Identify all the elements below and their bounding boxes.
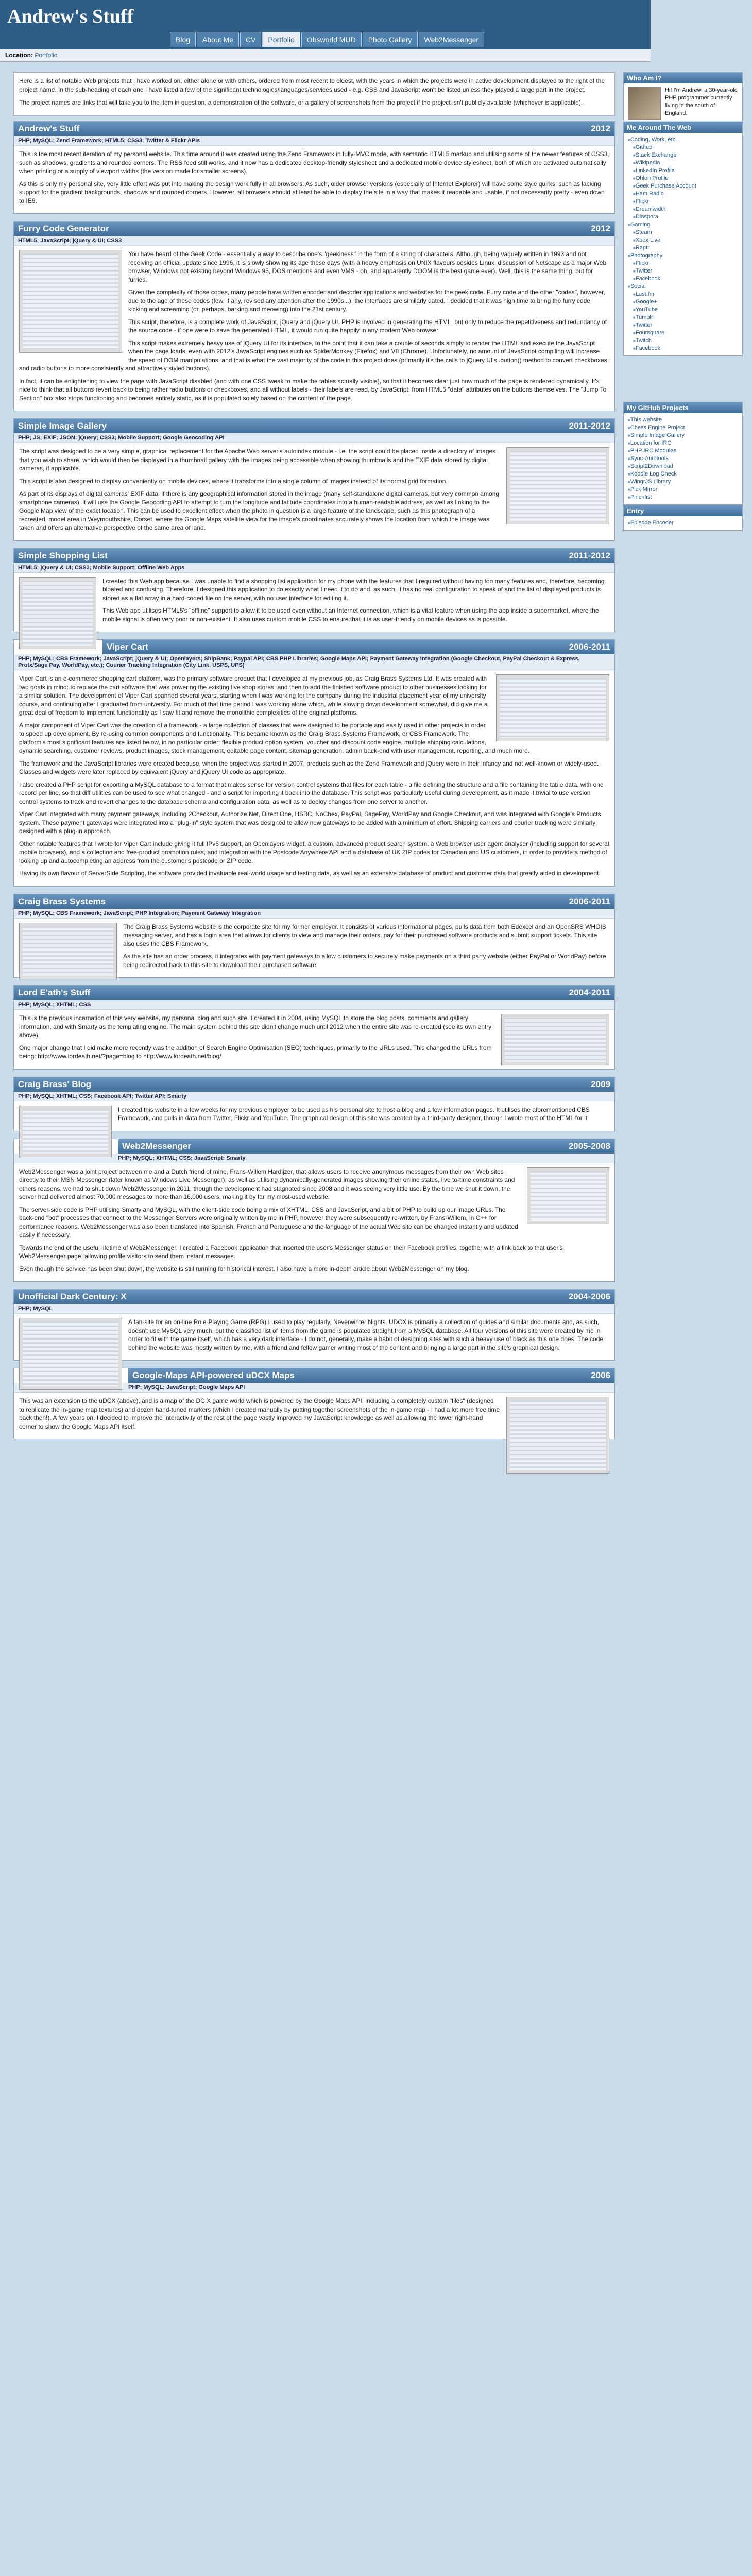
project-paragraph: The Craig Brass Systems website is the corporate site for my former employer. It consists of various informational pages, pulls data from both Edexcel and an OpenSRS WHOIS messaging server, and has a login area that allows for clients to view and manage their orders, pay for their purchased software products and submit support tickets. This site also uses the CBS Framework. xyxy=(123,923,606,947)
project-screenshot[interactable] xyxy=(19,1106,112,1157)
sidebar-link[interactable]: ■ Diaspora xyxy=(628,213,738,221)
project-header xyxy=(14,1290,614,1304)
sidebar-group-label: ■ Social xyxy=(628,283,738,291)
entry-link[interactable]: ■ Episode Encoder xyxy=(628,519,738,527)
github-projects-title: My GitHub Projects xyxy=(624,402,742,413)
project-screenshot[interactable] xyxy=(506,447,609,524)
github-project-link[interactable]: ■ Script2Download xyxy=(628,463,738,470)
sidebar-link[interactable]: ■ Stack Exchange xyxy=(628,151,738,159)
project-tags: PHP; MySQL; XHTML; CSS xyxy=(14,1000,614,1010)
nav-tab-obsworld-mud[interactable]: Obsworld MUD xyxy=(301,32,362,47)
project-paragraph: A fan-site for an on-line Role-Playing Game (RPG) I used to play regularly, Neverwinter Nights. UDCX is primarily a collection of guides and similar documents and, as such, doesn't use MySQL very much, but the classified list of items from the game is populated straight from a MySQL database. All four versions of this site were created by me in order to fit with the game itself, which has a very dark interface - I do not, generally, make a habit of designing sites with such a heavy use of black as this one does. The code behind the website was mostly written by me, with a friend and fellow gamer writing most of the content and bringing a large part in the site's graphical design. xyxy=(128,1318,604,1351)
project-screenshot[interactable] xyxy=(506,1397,609,1474)
project-years: 2011-2012 xyxy=(569,550,610,561)
project-paragraph: In fact, it can be enlightening to view the page with JavaScript disabled (and with one CSS tweak to make the tables actually visible), so that it becomes clear just how much of the page is rendered dynamically. It's nice to think that all buttons revert back to being rather radio buttons or checkboxes, and all without labels - their labels are read, by JavaScript, from HTML5 "data" attributes on the buttons themselves. The "Jump To Section" box also stops functioning and becomes entirely static, as it is populated solely based on the content of the page. xyxy=(19,377,607,402)
project-tags: PHP; MySQL; XHTML; CSS; Facebook API; Twitter API; Smarty xyxy=(14,1092,614,1101)
nav-tab-web2messenger[interactable]: Web2Messenger xyxy=(419,32,485,47)
project-entry xyxy=(13,985,615,1070)
entry-title: Entry xyxy=(624,505,742,516)
project-paragraph: You have heard of the Geek Code - essentially a way to describe one's "geekiness" in the form of a string of characters. Although, being vaguely written in 1993 and not receiving an official update since 1996, it is slowly showing its age these days (with a heavy emphasis on UNIX flavours besides Linux, discussion of Netscape as a major Web browser, Windows not existing beyond Windows 95, DOS mentions and even VMS - oh, and apparently DOOM is the best game ever). Well, this is the same thing, but for furries. xyxy=(128,250,607,283)
github-project-link[interactable]: ■ Koodle Log Check xyxy=(628,470,738,478)
sidebar-link[interactable]: ■ Geek Purchase Account xyxy=(628,182,738,190)
sidebar-link[interactable]: ■ Xbox Live xyxy=(628,236,738,244)
project-paragraph: Web2Messenger was a joint project between me and a Dutch friend of mine, Frans-Willem Hardijzer, that allows users to receive anonymous messages from their own Web sites directly to their MSN Messenger (later known as Windows Live Messenger), as well as utilising dynamically-generated images showing their online status, live to-time constraints and others reasons, we had to shut down Web2Messenger in 2011, though the development had stagnated since 2008 and it was seeing very little use. By the time we shut it down, the server had delivered almost 70,000 messages to more than 16,000 users, making it by far my most-used website. xyxy=(19,1167,515,1200)
screenshot-placeholder xyxy=(23,253,118,349)
github-project-link[interactable]: ■ Pinchfist xyxy=(628,494,738,501)
project-screenshot[interactable] xyxy=(19,1318,122,1390)
project-paragraph: Even though the service has been shut down, the website is still running for historical interest. I also have a more in-depth article about Web2Messenger on my blog. xyxy=(19,1265,469,1273)
project-screenshot[interactable] xyxy=(19,923,117,979)
around-web-box xyxy=(623,122,743,356)
project-paragraph: Given the complexity of those codes, many people have written encoder and decoder applications and websites for the geek code. Furry code and the other "codes", however, due to the age of these codes (few, if any, revised any attention after the 1990s...), the interfaces are similarly dated. I decided that it was high time to bring the furry code kicking and screaming (or, perhaps, barking and meowing) into the 21st century. xyxy=(128,289,605,313)
sidebar-link[interactable]: ■ Twitch xyxy=(628,337,738,345)
location-label: Location: xyxy=(5,52,33,59)
sidebar-link[interactable]: ■ Github xyxy=(628,144,738,151)
sidebar-link[interactable]: ■ Twitter xyxy=(628,267,738,275)
project-body xyxy=(14,1101,614,1131)
screenshot-placeholder xyxy=(505,1018,606,1062)
project-tags: PHP; MySQL; JavaScript; Google Maps API xyxy=(14,1383,614,1393)
project-screenshot[interactable] xyxy=(496,674,609,741)
nav-tab-photo-gallery[interactable]: Photo Gallery xyxy=(363,32,418,47)
project-entry xyxy=(13,418,615,541)
project-paragraph: The framework and the JavaScript libraries were created because, when the project was started in 2007, products such as the Zend Framework and jQuery were in their infancy and not well-known or widely-used. Classes and widgets were later replaced by equivalent jQuery and jQuery UI code as appropriate. xyxy=(19,759,599,775)
project-tags: PHP; MySQL; Zend Framework; HTML5; CSS3; Twitter & Flickr APIs xyxy=(14,136,614,146)
site-title[interactable]: Andrew's Stuff xyxy=(7,6,134,27)
github-project-link[interactable]: ■ PHP IRC Modules xyxy=(628,447,738,455)
project-paragraph: The script was designed to be a very simple, graphical replacement for the Apache Web server's autoindex module - i.e. the script could be placed inside a directory of images that you wish to share, which would then be displayed in a thumbnail gallery with the images being accessible when showing thumbnails and the EXIF data stored by digital cameras, if applicable. xyxy=(19,448,496,472)
project-header xyxy=(14,986,614,1000)
project-paragraph: The server-side code is PHP utilising Smarty and MySQL, with the client-side code being a mix of XHTML, CSS and JavaScript, and a bit of PHP to build up our image URLs. The back-end "bot" processes that connect to the Messenger Servers were originally written by me in PHP, however they were subsequently re-written, by Frans-Willem, in C++ for performance reasons. Web2Messenger was also been translated into Spanish, French and Portuguese and the language of the actual Web site can be changed instantly and updated easily if necessary. xyxy=(19,1206,518,1239)
sidebar-link[interactable]: ■ Wikipedia xyxy=(628,159,738,167)
project-entry xyxy=(13,894,615,978)
project-name[interactable]: Lord E'ath's Stuff xyxy=(18,988,91,997)
project-body xyxy=(14,146,614,213)
project-header xyxy=(128,1368,614,1383)
project-name[interactable]: Craig Brass Systems xyxy=(18,896,106,906)
around-web-title: Me Around The Web xyxy=(624,122,742,133)
sidebar-link[interactable]: ■ Ohloh Profile xyxy=(628,175,738,182)
sidebar-link[interactable]: ■ Twitter xyxy=(628,321,738,329)
portfolio-main xyxy=(13,72,615,1478)
project-entry xyxy=(13,1077,615,1131)
project-name[interactable]: Google-Maps API-powered uDCX Maps xyxy=(132,1370,295,1380)
sidebar-link[interactable]: ■ Facebook xyxy=(628,345,738,352)
github-project-link[interactable]: ■ Pick Mirror xyxy=(628,486,738,494)
sidebar-link[interactable]: ■ Tumblr xyxy=(628,314,738,321)
project-body xyxy=(14,573,614,632)
project-name[interactable]: Viper Cart xyxy=(107,642,148,652)
project-paragraph: This Web app utilises HTML5's "offline" support to allow it to be used even without an Internet connection, which is a vital feature when using the app inside a supermarket, where the mobile signal is often very poor or non-existent. It also uses custom mobile CSS to ensure that it is as user-friendly on mobile devices as is possible. xyxy=(102,607,599,623)
project-paragraph: As this is only my personal site, very little effort was put into making the design work fully in all browsers. As such, older browser versions (especially of Internet Explorer) will have some style quirks, such as lacking support for the gradient backgrounds, shadows and rounded corners. However, all browsers should at least be able to display the site in a way that makes it readable and usable, if not necessarily pretty - even down to IE6. xyxy=(19,180,605,205)
sidebar-link[interactable]: ■ Last.fm xyxy=(628,291,738,298)
project-body xyxy=(14,670,614,886)
sidebar-link[interactable]: ■ Steam xyxy=(628,229,738,236)
screenshot-placeholder xyxy=(500,678,606,738)
github-project-link[interactable]: ■ Simple Image Gallery xyxy=(628,432,738,439)
project-screenshot[interactable] xyxy=(527,1167,609,1224)
project-paragraph: Viper Cart is an e-commerce shopping cart platform, was the primary software product that I developed at my previous job, as Craig Brass Systems Ltd. It was created with two goals in mind: to replace the cart software that was powering the existing live shop stores, and then to add the finished software product to other businesses looking for a similar solution. The development of Viper Cart spanned several years, starting when I was working for the company during the industrial placement year of my university course, and continuing after I graduated from university. For much of that time period I was working alone which, while slowing down development somewhat, did give me a great deal of freedom to implement functionality as I saw fit and remove the monolithic complexities of the original platforms. xyxy=(19,675,488,716)
who-am-i-box xyxy=(623,72,743,121)
project-years: 2011-2012 xyxy=(569,421,610,431)
project-body xyxy=(14,1393,614,1439)
project-name[interactable]: Unofficial Dark Century: X xyxy=(18,1292,127,1301)
project-paragraph: One major change that I did make more recently was the addition of Search Engine Optimisation (SEO) techniques, primarily to the URLs used. This changed the URLs from being: http://www.lordeath.net/?page=blog to http://www.lordeath.net/blog/ xyxy=(19,1044,492,1060)
project-screenshot[interactable] xyxy=(501,1014,609,1065)
github-project-link[interactable]: ■ Chess Engine Project xyxy=(628,424,738,432)
project-header xyxy=(102,640,614,654)
project-body xyxy=(14,1163,614,1282)
main-nav xyxy=(170,32,485,47)
project-years: 2012 xyxy=(591,224,610,233)
screenshot-placeholder xyxy=(23,1321,118,1386)
sidebar-group-label: ■ Photography xyxy=(628,252,738,260)
location-bar xyxy=(0,49,651,62)
who-am-i-title: Who Am I? xyxy=(624,73,742,83)
sidebar-link[interactable]: ■ Flickr xyxy=(628,198,738,206)
sidebar-link[interactable]: ■ Google+ xyxy=(628,298,738,306)
project-paragraph: This script makes extremely heavy use of jQuery UI for its interface, to the point that it can take a couple of seconds simply to render the HTML and execute the JavaScript when the page loads, even with 2012's JavaScript engines such as SpiderMonkey (Firefox) and V8 (Chrome). Unfortunately, no amount of JavaScript compiling will increase the speed of DOM manipulations, and that is what the vast majority of the code in this project does (primarily it's the calls to jQuery UI's .button() method to convert checkboxes and radio buttons to more consistently and attractively styled buttons). xyxy=(19,339,607,372)
project-body xyxy=(14,919,614,978)
sidebar-link[interactable]: ■ YouTube xyxy=(628,306,738,314)
project-entry xyxy=(13,121,615,214)
sidebar-link[interactable]: ■ Facebook xyxy=(628,275,738,283)
project-tags: PHP; MySQL; CBS Framework; JavaScript; jQuery & UI; Openlayers; ShipBank; Paypal API; CBS PHP Libraries; Google Maps API; Payment Gateway Integration (Google Checkout, PayPal Checkout & Express, Protx/Sage Pay, WorldPay, etc.); Courier Tracking Integration (City Link, USPS, UPS) xyxy=(14,654,614,670)
screenshot-placeholder xyxy=(23,926,113,976)
project-paragraph: This script, therefore, is a complete work of JavaScript, jQuery and jQuery UI. PHP is involved in generating the HTML, but only to reduce the repetitiveness and redundancy of the source code - if one were to save the generated HTML, it would run quite happily in any modern Web browser. xyxy=(128,318,607,334)
project-paragraph: This is the previous incarnation of this very website, my personal blog and such site. I created it in 2004, using MySQL to store the blog posts, comments and gallery information, and with Smarty as the templating engine. The main system behind this site didn't change much until 2012 when the entire site was re-created (see its own entry above). xyxy=(19,1014,492,1039)
project-paragraph: I also created a PHP script for exporting a MySQL database to a format that makes sense for version control systems that files for each table - a file defining the structure and a file containing the table data, with one record per line, so that diff utilities can be used to see what changed - and a script for importing it back into the database. This script was particularly useful during development, as it made it trivial to use version control systems to track and revert changes to the database schema and configuration data, as well as to deploy changes from one server to another. xyxy=(19,781,604,805)
intro-paragraph: Here is a list of notable Web projects that I have worked on, either alone or with others, ordered from most recent to oldest, with the years in which the projects were in active development displayed to the right of the project name. In the sub-heading of each one I have listed a few of the significant technologies/languages/services used - e.g. CSS and JavaScript won't be listed unless they played a large part in the project. xyxy=(19,77,605,93)
sidebar-link[interactable]: ■ LinkedIn Profile xyxy=(628,167,738,175)
project-years: 2012 xyxy=(591,124,610,133)
project-name[interactable]: Simple Shopping List xyxy=(18,550,108,561)
project-paragraph: This was an extension to the uDCX (above), and is a map of the DC:X game world which is powered by the Google Maps API, including a completely custom "tiles" (designed to replicate the in-game map textures) and dozen hand-tuned markers (which I created manually by putting together screenshots of the in-game map - I had a lot more free time back then!). A few years on, I decided to improve the interactivity of the rest of the page vastly improved my JavaScript knowledge as well as allowing the lower right-hand corner to show the Google Maps API itself. xyxy=(19,1397,500,1430)
nav-tab-about-me[interactable]: About Me xyxy=(197,32,239,47)
project-body xyxy=(14,443,614,540)
project-header xyxy=(14,222,614,236)
project-paragraph: As part of its displays of digital cameras' EXIF data, if there is any geographical information stored in the image (many self-standalone digital cameras, but very common among smartphone cameras), it will use the Google Geocoding API to attempt to turn the longitude and latitude coordinates into a human-readable address, as well as linking to the Google Map view of the exact location. This can be used to excellent effect when the photo in question is a large feature of the landscape, such as this photograph of a recreated, model area in Weymouthshire, Dorset, where the Google Maps satellite view for the image's coordinates accurately shows the location from which the image was taken and offers an alternative perspective of the same area of land. xyxy=(19,490,500,531)
intro-box xyxy=(13,72,615,116)
entry-box xyxy=(623,505,743,531)
github-project-link[interactable]: ■ Location for IRC xyxy=(628,439,738,447)
nav-tab-cv[interactable]: CV xyxy=(240,32,261,47)
project-entry xyxy=(13,221,615,411)
github-project-link[interactable]: ■ This website xyxy=(628,416,738,424)
project-tags: HTML5; jQuery & UI; CSS3; Mobile Support; Offline Web Apps xyxy=(14,563,614,573)
project-name[interactable]: Simple Image Gallery xyxy=(18,421,107,431)
project-screenshot[interactable] xyxy=(19,250,122,353)
project-paragraph: I created this Web app because I was unable to find a shopping list application for my phone with the features that I required without having too many features and, therefore, becoming bloated and confusing. Therefore, I designed this application to do exactly what I need it to do and, as such, it has no real configuration to speak of and the list of displayed products is stored as a flat array in a hard-coded file on the server, with no user interface for editing it. xyxy=(102,577,605,602)
project-years: 2006-2011 xyxy=(569,642,610,652)
project-screenshot[interactable] xyxy=(19,577,96,649)
sidebar-group-label: ■ Gaming xyxy=(628,221,738,229)
avatar xyxy=(628,87,661,120)
github-project-link[interactable]: ■ Sync-Autotools xyxy=(628,455,738,463)
project-entry xyxy=(13,639,615,887)
project-paragraph: I created this website in a few weeks for my previous employer to be used as his personal site to host a blog and a few information pages. It utilises the aforementioned CBS Framework, and pulls in data from Twitter, Flickr and YouTube. The graphical design of this site was created by a third-party designer, though I wrote most of the HTML for it. xyxy=(118,1106,590,1122)
project-paragraph: This is the most recent iteration of my personal website. This time around it was created using the Zend Framework in fully-MVC mode, with semantic HTML5 markup and utilising some of the newer features of CSS3, such as shadows, gradients and rounded corners. The RSS feed still works, and it now has a dedicated desktop-friendly stylesheet and a dedicated mobile device stylesheet, both of which are activated automatically when printing or a supply of viewport widths (the version made for smaller screens). xyxy=(19,150,609,175)
screenshot-placeholder xyxy=(23,581,93,646)
sidebar-link[interactable]: ■ Foursquare xyxy=(628,329,738,337)
sidebar-group-label: ■ Coding, Work, etc. xyxy=(628,136,738,144)
project-years: 2004-2006 xyxy=(568,1292,610,1301)
project-tags: PHP; MySQL; CBS Framework; JavaScript; PHP Integration; Payment Gateway Integration xyxy=(14,909,614,919)
github-projects-box xyxy=(623,402,743,505)
project-tags: PHP; MySQL xyxy=(14,1304,614,1314)
project-paragraph: This script is also designed to display conveniently on mobile devices, where it transforms into a single column of images instead of its normal grid formation. xyxy=(19,477,448,485)
project-years: 2005-2008 xyxy=(568,1141,610,1151)
project-header xyxy=(14,549,614,563)
project-name[interactable]: Andrew's Stuff xyxy=(18,124,80,133)
project-years: 2006-2011 xyxy=(569,896,610,906)
sidebar-link[interactable]: ■ Flickr xyxy=(628,260,738,267)
project-body xyxy=(14,246,614,411)
project-paragraph: As the site has an order process, it integrates with payment gateways to allow customers to securely make payments on a third party website (either PayPal or WorldPay) before being redirected back to this site to download their purchased software. xyxy=(123,953,606,969)
project-years: 2004-2011 xyxy=(569,988,610,997)
project-header xyxy=(118,1139,614,1154)
sidebar-link[interactable]: ■ Raptr xyxy=(628,244,738,252)
project-paragraph: Towards the end of the useful lifetime of Web2Messenger, I created a Facebook application that inserted the user's Messenger status on their Facebook profiles, together with a link back to that user's Web2Messenger page, allowing profile visitors to send them instant messages. xyxy=(19,1244,563,1260)
project-tags: PHP; JS; EXIF; JSON; jQuery; CSS3; Mobile Support; Google Geocoding API xyxy=(14,433,614,443)
project-entry xyxy=(13,1289,615,1361)
project-entry xyxy=(13,1139,615,1282)
project-header xyxy=(14,122,614,136)
screenshot-placeholder xyxy=(531,1171,606,1221)
project-paragraph: Other notable features that I wrote for Viper Cart include giving it full IPv6 support, an Openlayers widget, a custom, advanced product search system, a Web browser user agent analyser (including support for several mobile browsers), and a collection and free-product promotion rules, and integration with the Postcode Anywhere API and a database of UK ZIP codes for Canadian and US customers, in order to provide a method of looking up and autocompleting an address from the customer's postcode or ZIP code. xyxy=(19,840,609,865)
github-project-link[interactable]: ■ WingrJS Library xyxy=(628,478,738,486)
sidebar-link[interactable]: ■ Ham Radio xyxy=(628,190,738,198)
sidebar-link[interactable]: ■ Dreamwidth xyxy=(628,206,738,213)
project-name[interactable]: Craig Brass' Blog xyxy=(18,1079,91,1089)
project-entry xyxy=(13,548,615,633)
project-header xyxy=(14,1077,614,1092)
screenshot-placeholder xyxy=(510,1400,606,1470)
project-body xyxy=(14,1314,614,1360)
project-header xyxy=(14,419,614,433)
project-name[interactable]: Furry Code Generator xyxy=(18,224,109,233)
location-value[interactable]: Portfolio xyxy=(35,52,58,59)
project-list xyxy=(13,121,615,1439)
project-years: 2006 xyxy=(591,1370,610,1380)
nav-tab-portfolio[interactable]: Portfolio xyxy=(262,32,300,47)
project-paragraph: Having its own flavour of ServerSide Scripting, the software provided invaluable real-world usage and testing data, as well as an extensive database of product and customer data that greatly aided in development. xyxy=(19,870,601,877)
project-body xyxy=(14,1010,614,1069)
nav-tab-blog[interactable]: Blog xyxy=(170,32,196,47)
intro-paragraph: The project names are links that will take you to the item in question, a demonstration of the software, or a gallery of screenshots from the project if the project isn't publicly available (whichever is applicable). xyxy=(19,99,583,106)
screenshot-placeholder xyxy=(510,451,606,521)
project-years: 2009 xyxy=(591,1079,610,1089)
screenshot-placeholder xyxy=(23,1109,108,1154)
project-name[interactable]: Web2Messenger xyxy=(122,1141,191,1151)
project-paragraph: Viper Cart integrated with many payment gateways, including 2Checkout, Authorize.Net, Direct One, HSBC, NoChex, PayPal, SagePay, WorldPay and Google Checkout, and was integrated with Google's Products system. These payment gateways were integrated into a "plug-in" style system that was designed to allow new gateways to be added with a minimum of effort. Shipping carriers and courier tracking were similarly designed with a plug-in approach. xyxy=(19,810,601,835)
project-tags: HTML5; JavaScript; jQuery & UI; CSS3 xyxy=(14,236,614,246)
project-tags: PHP; MySQL; XHTML; CSS; JavaScript; Smarty xyxy=(14,1154,614,1163)
project-header xyxy=(14,894,614,909)
project-paragraph: A major component of Viper Cart was the creation of a framework - a large collection of classes that were designed to be portable and easily used in other projects in order to speed up development. By re-using common components and functionality. This became known as the Craig Brass Systems Framework, or CBS Framework. The platform's most significant features are listed below, in no particular order: flexible product option system, voucher and discount code engine, multiple shipping calculations, dynamic searching, customer reviews, product images, stock management, editable page content, sitemap generation, admin back-end with user management, reporting, and much more. xyxy=(19,721,530,754)
who-am-i-text: Hi! I'm Andrew, a 30-year-old PHP programmer currently living in the south of England. xyxy=(665,87,738,116)
